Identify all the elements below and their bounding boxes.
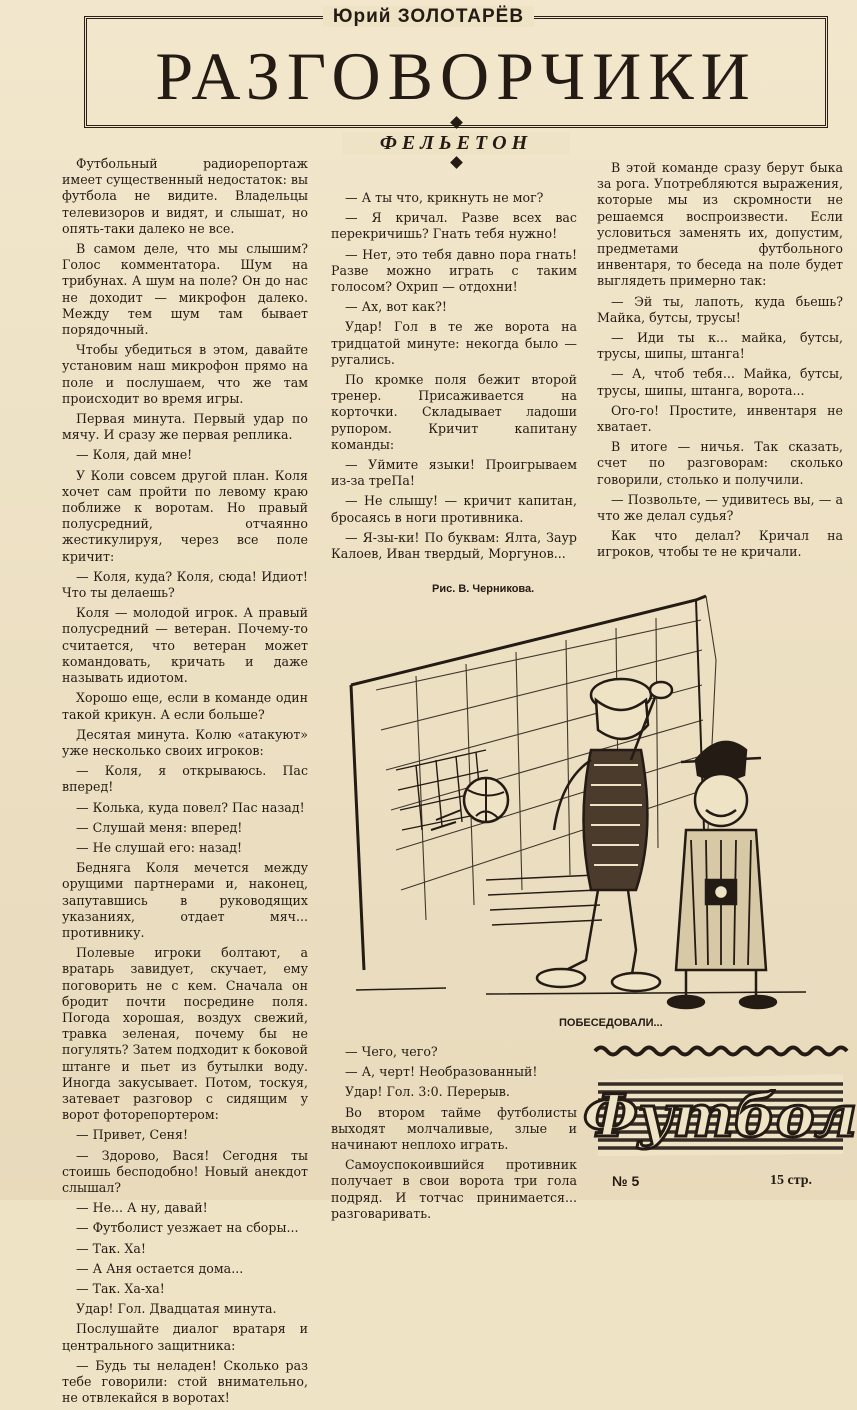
paragraph: — Не... А ну, давай! <box>76 1200 208 1216</box>
paragraph: Десятая минута. Колю «атакуют» уже несколько своих игроков: <box>62 726 308 758</box>
goal-left-post <box>351 685 364 970</box>
paragraph: — Футболист уезжает на сборы... <box>76 1220 299 1236</box>
paragraph: — Я кричал. Разве всех вас перекричишь? Гнать тебя нужно! <box>331 210 577 242</box>
artist-credit: Рис. В. Черникова. <box>432 583 535 595</box>
paragraph: — Не слышу! — кричит капитан, бросаясь в ноги противника. <box>331 493 577 525</box>
paragraph: — Эй ты, лапоть, куда бьешь? Майка, бутсы, трусы! <box>597 293 843 325</box>
paragraph: — Я-зы-ки! По буквам: Ялта, Заур Калоев, Иван твердый, Моргунов... <box>331 529 577 562</box>
paragraph: — Позвольте, — удивитесь вы, — а что же делал судья? <box>597 491 843 524</box>
article-genre: ФЕЛЬЕТОН <box>342 132 570 155</box>
paragraph: Первая минута. Первый удар по мячу. И сразу же первая реплика. <box>62 411 308 443</box>
text-column-1 <box>62 156 308 1410</box>
paragraph: Ого-го! Простите, инвентаря не хватает. <box>597 402 843 435</box>
paragraph: Удар! Гол в те же ворота на тридцатой минуте: некогда было — ругались. <box>331 319 577 367</box>
paragraph: — А, чтоб тебя... Майка, бутсы, трусы, шипы, штанга, ворота... <box>597 366 843 398</box>
paragraph: Самоуспокоившийся противник получает в свои ворота три гола подряд. И тотчас принимается... разговаривать. <box>331 1157 577 1221</box>
paragraph: — Так. Ха! <box>76 1240 146 1256</box>
paragraph: Как что делал? Кричал на игроков, чтобы те не кричали. <box>597 528 843 560</box>
paragraph: Послушайте диалог вратаря и центрального защитника: <box>62 1321 308 1353</box>
paragraph: — Нет, это тебя давно пора гнать! Разве можно играть с таким голосом? Охрип — отдохни! <box>331 246 577 295</box>
paragraph: — А ты что, крикнуть не мог? <box>345 190 544 205</box>
paragraph: Коля — молодой игрок. А правый полусредний — ветеран. Почему-то считается, что ветеран может командовать, кричать и даже называть идиотом. <box>62 605 308 686</box>
issue-number: № 5 <box>612 1173 640 1189</box>
paragraph: — Чего, чего? <box>345 1044 438 1059</box>
paragraph: — Слушай меня: вперед! <box>76 819 243 835</box>
paragraph: — А, черт! Необразованный! <box>345 1064 538 1080</box>
paragraph: — Привет, Сеня! <box>76 1127 189 1143</box>
magazine-logo <box>582 1070 857 1158</box>
illustration-caption: ПОБЕСЕДОВАЛИ... <box>559 1017 663 1029</box>
paragraph: У Коли совсем другой план. Коля хочет сам пройти по левому краю поближе к воротам. Но правый полусредний, отчаянно жестикулируя, через все поле кричит: <box>62 467 308 564</box>
text-column-3 <box>597 160 843 565</box>
paragraph: В самом деле, что мы слышим? Голос комментатора. Шум на трибунах. А шум на поле? Он до нас не доходит — микрофон далеко. Между тем шум там бывает порядочный. <box>62 241 308 338</box>
ornament-diamond-icon <box>450 156 463 169</box>
paragraph: Чтобы убедиться в этом, давайте установим наш микрофон прямо на поле и послушаем, что же там происходит во время игры. <box>62 342 308 406</box>
paragraph: — Будь ты неладен! Сколько раз тебе говорили: стой внимательно, не отвлекайся в воротах! <box>62 1357 308 1406</box>
page-number: 15 стр. <box>770 1173 813 1188</box>
photographer-figure <box>668 742 776 1008</box>
paragraph: — Колька, куда повел? Пас назад! <box>76 799 305 815</box>
goal-crossbar <box>351 596 706 685</box>
paragraph: — Ах, вот как?! <box>345 299 447 315</box>
paragraph: — Коля, я открываюсь. Пас вперед! <box>62 763 308 795</box>
paragraph: Бедняга Коля мечется между орущими партнерами и, наконец, запутавшись в руководящих указаниях, отдает мяч... противнику. <box>62 860 308 940</box>
goalkeeper-figure <box>537 679 672 991</box>
cartoon-illustration <box>336 590 856 1010</box>
paragraph: — Не слушай его: назад! <box>76 839 243 855</box>
paragraph: — Здорово, Вася! Сегодня ты стоишь бесподобно! Новый анекдот слышал? <box>62 1147 308 1195</box>
text-column-2-bottom <box>331 1044 577 1226</box>
paragraph: — Коля, дай мне! <box>76 447 193 463</box>
paragraph: — Иди ты к... майка, бутсы, трусы, шипы, штанга! <box>597 330 843 362</box>
paragraph: По кромке поля бежит второй тренер. Присаживается на корточки. Складывает ладоши рупором. Кричит капитану команды: <box>331 372 577 452</box>
paragraph: — Так. Ха-ха! <box>76 1281 165 1296</box>
paragraph: В этой команде сразу берут быка за рога. Употребляются выражения, которые мы из скромности не решаемся воспроизвести. Если условиться заменять их, допустим, предметами футбольного инвентаря, то беседа на поле будет выглядеть примерно так: <box>597 160 843 289</box>
logo-text: Футбол <box>582 1082 857 1150</box>
paragraph: Полевые игроки болтают, а вратарь завидует, скучает, ему поговорить не с кем. Сначала он бродит почти посредине поля. Погода хорошая, воздух свежий, травка зеленая, почему бы не погулять? Затем подходит к боковой штанге и пьет из бутылки воду. Иногда закусывает. Потом, тоскуя, затевает разговор с сидящим у ворот фоторепортером: <box>62 945 308 1123</box>
author-name: Юрий ЗОЛОТАРЁВ <box>323 6 534 27</box>
paragraph: Футбольный радиорепортаж имеет существенный недостаток: вы футбола не видите. Владельцы телевизоров и видят, и слышат, но опять-таки далеко не все. <box>62 156 308 236</box>
paragraph: — А Аня остается дома... <box>76 1260 244 1276</box>
text-column-2 <box>331 190 577 566</box>
wavy-divider <box>595 1043 845 1057</box>
paragraph: В итоге — ничья. Так сказать, счет по разговорам: сколько говорили, столько и получили. <box>597 439 843 487</box>
paragraph: Удар! Гол. Двадцатая минута. <box>76 1301 277 1317</box>
article-title: РАЗГОВОРЧИКИ <box>155 38 757 114</box>
paragraph: — Уймите языки! Проигрываем из-за треПа! <box>331 457 577 489</box>
paragraph: Удар! Гол. 3:0. Перерыв. <box>345 1084 510 1100</box>
paragraph: Хорошо еще, если в команде один такой крикун. А если больше? <box>62 690 308 722</box>
paragraph: — Коля, куда? Коля, сюда! Идиот! Что ты делаешь? <box>62 568 308 601</box>
author-line <box>0 6 857 28</box>
paragraph: Во втором тайме футболисты выходят молчаливые, злые и начинают неплохо играть. <box>331 1104 577 1153</box>
